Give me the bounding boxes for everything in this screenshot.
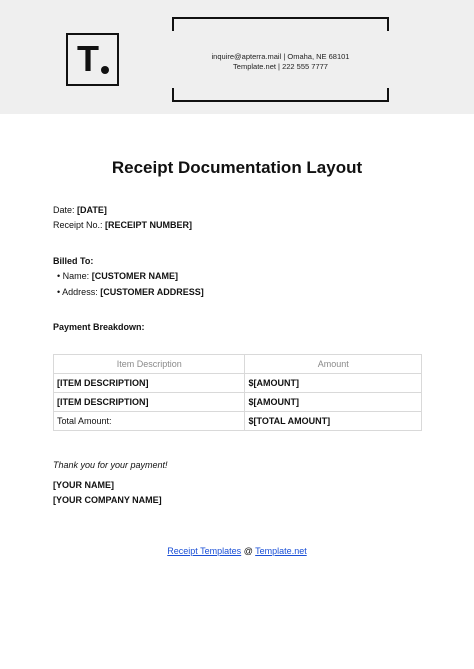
payment-table [53, 354, 422, 431]
contact-frame-top [172, 17, 389, 31]
header-band [0, 0, 474, 114]
thank-you-message: Thank you for your payment! [53, 460, 168, 470]
billed-name-row [57, 271, 178, 282]
column-header-amount: Amount [245, 355, 422, 374]
payment-breakdown-heading: Payment Breakdown: [53, 322, 145, 332]
bullet-icon: • [57, 287, 61, 297]
billed-name-label: Name: [62, 271, 90, 281]
total-value-cell: $[TOTAL AMOUNT] [245, 412, 422, 431]
receipt-number-value: [RECEIPT NUMBER] [105, 220, 193, 230]
amount-cell: $[AMOUNT] [245, 393, 422, 412]
signer-name: [YOUR NAME] [53, 480, 114, 490]
contact-website-phone: Template.net | 222 555 7777 [233, 62, 328, 71]
template-net-link[interactable]: Template.net [255, 546, 307, 556]
footer-credit [0, 546, 474, 556]
date-label: Date: [53, 205, 75, 215]
item-description-cell: [ITEM DESCRIPTION] [54, 393, 245, 412]
amount-cell: $[AMOUNT] [245, 374, 422, 393]
date-row [53, 205, 107, 216]
total-label-cell: Total Amount: [54, 412, 245, 431]
table-header-row [54, 355, 422, 374]
date-value: [DATE] [77, 205, 107, 215]
logo [66, 33, 119, 86]
billed-address-row [57, 287, 204, 298]
billed-address-label: Address: [62, 287, 98, 297]
logo-dot [101, 66, 109, 74]
table-row [54, 393, 422, 412]
bullet-icon: • [57, 271, 61, 281]
billed-to-heading: Billed To: [53, 256, 94, 266]
table-row [54, 374, 422, 393]
billed-address-value: [CUSTOMER ADDRESS] [100, 287, 204, 297]
total-row [54, 412, 422, 431]
document-title: Receipt Documentation Layout [111, 158, 363, 177]
receipt-number-row [53, 220, 192, 231]
contact-frame-bottom [172, 88, 389, 102]
footer-separator: @ [243, 546, 253, 556]
signer-company: [YOUR COMPANY NAME] [53, 495, 162, 505]
billed-name-value: [CUSTOMER NAME] [91, 271, 179, 281]
receipt-templates-link[interactable]: Receipt Templates [167, 546, 242, 556]
item-description-cell: [ITEM DESCRIPTION] [54, 374, 245, 393]
column-header-item-description: Item Description [54, 355, 245, 374]
receipt-number-label: Receipt No.: [53, 220, 103, 230]
contact-email-address: inquire@apterra.mail | Omaha, NE 68101 [211, 52, 350, 61]
logo-letter: T [77, 38, 99, 79]
